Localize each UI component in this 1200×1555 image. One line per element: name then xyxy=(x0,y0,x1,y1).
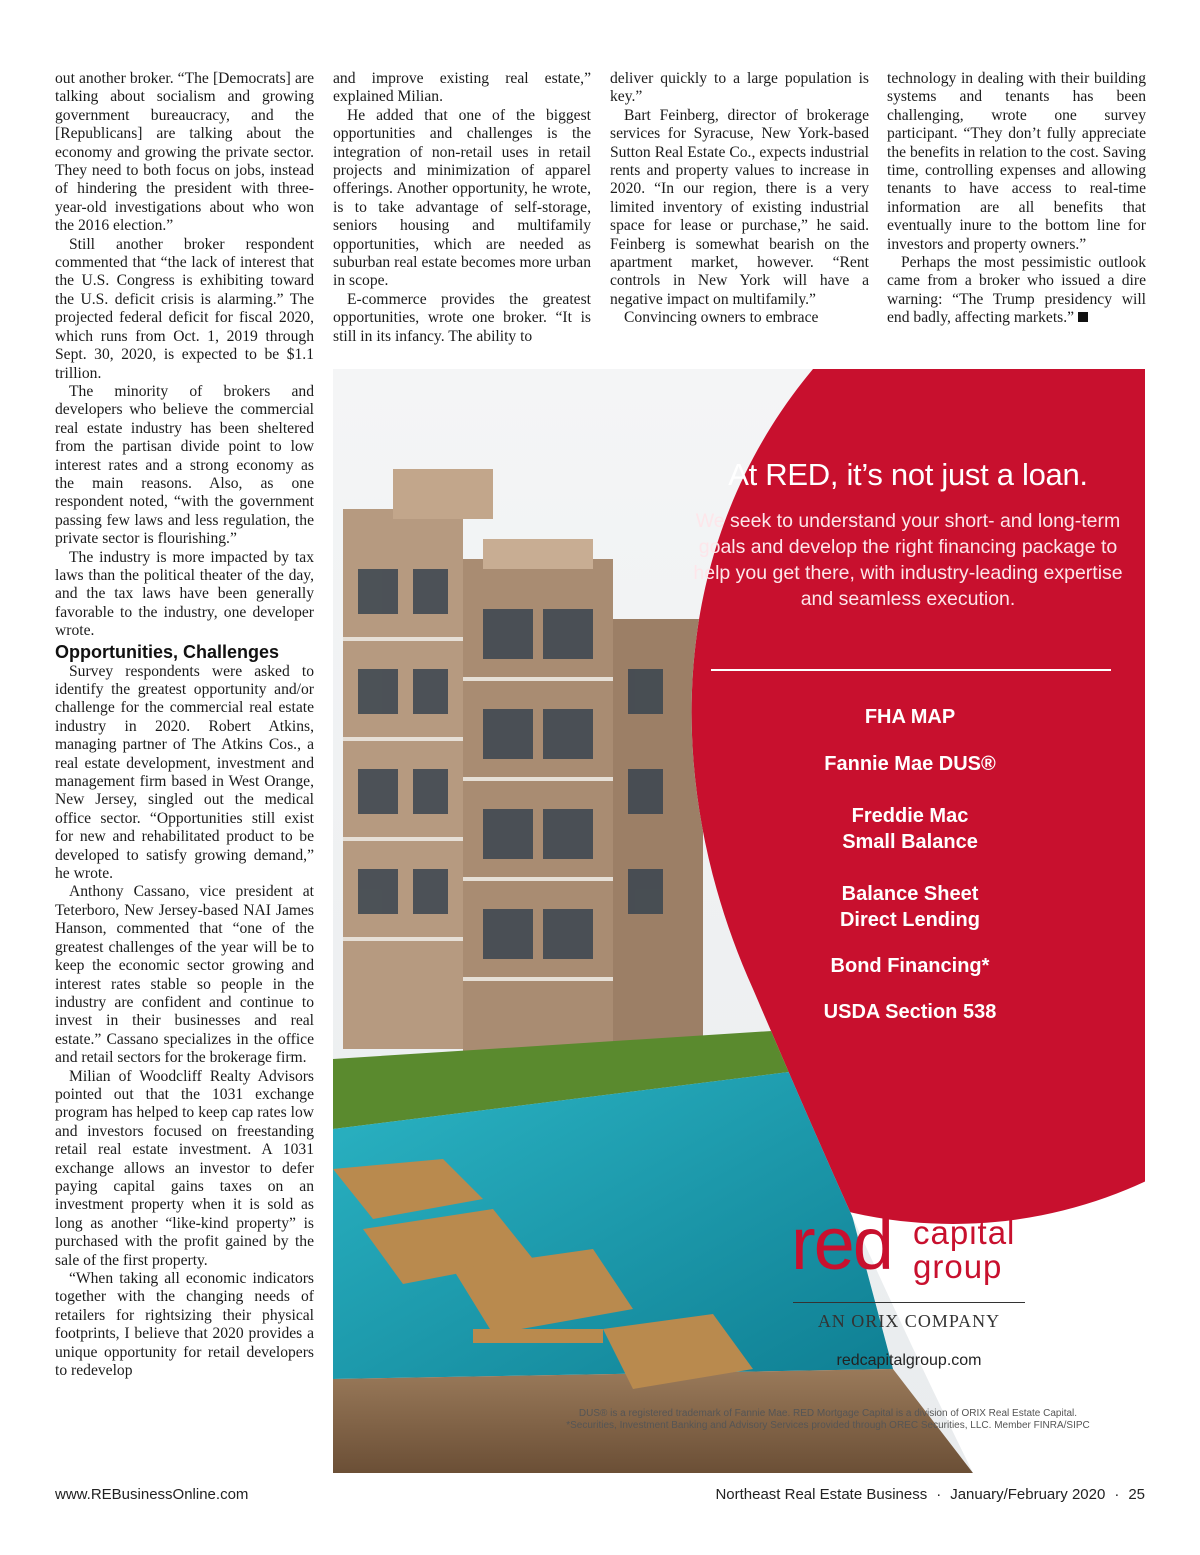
paragraph: E-commerce provides the greatest opportunities, wrote one broker. “It is still in its infancy. The ability to xyxy=(333,290,591,345)
paragraph: Bart Feinberg, director of brokerage services for Syracuse, New York-based Sutton Real Estate Co., expects industrial rents and property values to increase in 2020. “In our region, there is a very limited inventory of existing industrial space for lease or purchase,” he said. Feinberg is somewhat bearish on the apartment market, however. “Rent controls in New York will have a negative impact on multifamily.” xyxy=(610,106,869,308)
ad-tagline: AN ORIX COMPANY xyxy=(817,1311,1001,1331)
paragraph: Milian of Woodcliff Realty Advisors pointed out that the 1031 exchange program has helped to keep cap rates low and investors focused on freestanding retail real estate investment. A 1031 exchange allows an investor to defer paying capital gains taxes on an investment property when it is sold as long as another “like-kind property” is purchased with the profit gained by the sale of the first property. xyxy=(55,1067,314,1269)
page-number: 25 xyxy=(1128,1486,1145,1503)
section-subhead: Opportunities, Challenges xyxy=(55,641,280,662)
paragraph: The industry is more impacted by tax laws than the political theater of the day, and the tax laws have been generally favorable to the industry, one developer wrote. xyxy=(55,548,314,640)
paragraph: out another broker. “The [Democrats] are talking about socialism and growing government bureaucracy, and the [Republicans] are talking about the economy and growing the private sector. They need to both focus on jobs, instead of hindering the president with three-year-old investigations about who won the 2016 election.” xyxy=(55,70,314,235)
ad-headline: At RED, it’s not just a loan. xyxy=(728,457,1088,492)
separator-dot-icon: · xyxy=(1114,1486,1120,1503)
paragraph: Anthony Cassano, vice president at Teterboro, New Jersey-based NAI James Hanson, commented that “one of the greatest challenges of the year will be to keep the economic sector growing and interest rates stable so people in the industry are confident and continue to invest in their businesses and real estate.” Cassano specializes in the office and retail sectors for the brokerage firm. xyxy=(55,883,314,1067)
logo-word-group: group xyxy=(913,1248,1003,1285)
footer-publication: Northeast Real Estate Business xyxy=(715,1486,928,1503)
ad-service-freddie-mac: Freddie Mac Small Balance xyxy=(842,805,978,853)
logo-divider xyxy=(793,1302,1025,1303)
article-column-2 xyxy=(333,70,591,346)
red-capital-advertisement[interactable] xyxy=(333,369,1145,1473)
ad-website-link[interactable]: redcapitalgroup.com xyxy=(836,1352,982,1369)
paragraph xyxy=(887,254,1146,328)
paragraph-text: Perhaps the most pessimistic outlook came from a broker who issued a dire warning: “The Trump presidency will end badly, affecting markets.” xyxy=(887,254,1146,327)
ad-service-bond-financing: Bond Financing* xyxy=(830,955,990,977)
ad-service-fannie-mae: Fannie Mae DUS® xyxy=(824,753,996,775)
ad-divider xyxy=(711,669,1111,671)
article-column-1 xyxy=(55,70,314,1380)
paragraph: The minority of brokers and developers who believe the commercial real estate industry has been sheltered from the partisan divide point to low interest rates and a strong economy as the main reasons. Also, as one respondent noted, “with the government passing few laws and less regulation, the private sector is flourishing.” xyxy=(55,382,314,548)
paragraph: Convincing owners to embrace xyxy=(624,309,819,327)
paragraph: technology in dealing with their building systems and tenants has been challenging, wrote one survey participant. “They don’t fully appreciate the benefits in relation to the cost. Saving time, controlling expenses and allowing tenants to have access to real-time information are all benefits that eventually inure to the bottom line for investors and property owners.” xyxy=(887,70,1146,253)
ad-disclaimer: DUS® is a registered trademark of Fannie Mae. RED Mortgage Capital is a division of ORIX Real Estate Capital. *Securities, Investment Banking and Advisory Services provided through OREC Securities, LLC. Member FINRA/SIPC xyxy=(566,1408,1090,1431)
paragraph: Still another broker respondent commented that “the lack of interest that the U.S. Congress is exhibiting toward the U.S. deficit crisis is alarming.” The projected federal deficit for fiscal 2020, which runs from Oct. 1, 2019 through Sept. 30, 2020, is expected to be $1.1 trillion. xyxy=(55,235,314,382)
paragraph: Survey respondents were asked to identify the greatest opportunity and/or challenge for the commercial real estate industry in 2020. Robert Atkins, managing partner of The Atkins Cos., a real estate development, investment and management firm based in West Orange, New Jersey, singled out the medical office sector. “Opportunities still exist for new and rehabilitated product to be developed to satisfy growing demand,” he wrote. xyxy=(55,662,314,883)
ad-body-text: We seek to understand your short- and long-term goals and develop the right financing package to help you get there, with industry-leading expertise and seamless execution. xyxy=(693,510,1123,610)
separator-dot-icon: · xyxy=(936,1486,942,1503)
paragraph: He added that one of the biggest opportunities and challenges is the integration of non-retail uses in retail projects and minimization of apparel offerings. Another opportunity, he wrote, is to take advantage of self-storage, seniors housing and multifamily opportunities, which are needed as suburban real estate becomes more urban in scope. xyxy=(333,106,591,290)
ad-service-balance-sheet: Balance Sheet Direct Lending xyxy=(839,883,980,931)
logo-word-capital: capital xyxy=(913,1214,1016,1251)
article-column-4 xyxy=(887,70,1146,328)
footer-website-link[interactable]: www.REBusinessOnline.com xyxy=(55,1486,249,1503)
paragraph: “When taking all economic indicators together with the changing needs of retailers for rightsizing their physical footprints, I believe that 2020 provides a unique opportunity for retail developers to redevelop xyxy=(55,1270,314,1380)
paragraph: deliver quickly to a large population is key.” xyxy=(610,70,869,106)
ad-service-fha-map: FHA MAP xyxy=(864,706,956,728)
end-mark-icon xyxy=(1078,312,1088,322)
ad-service-usda: USDA Section 538 xyxy=(823,1001,997,1023)
paragraph: and improve existing real estate,” explained Milian. xyxy=(333,70,591,106)
article-column-3 xyxy=(610,70,869,328)
footer-issue: January/February 2020 xyxy=(950,1486,1106,1503)
logo-word-red: red xyxy=(791,1202,892,1285)
footer-publication-info xyxy=(715,1486,1145,1503)
